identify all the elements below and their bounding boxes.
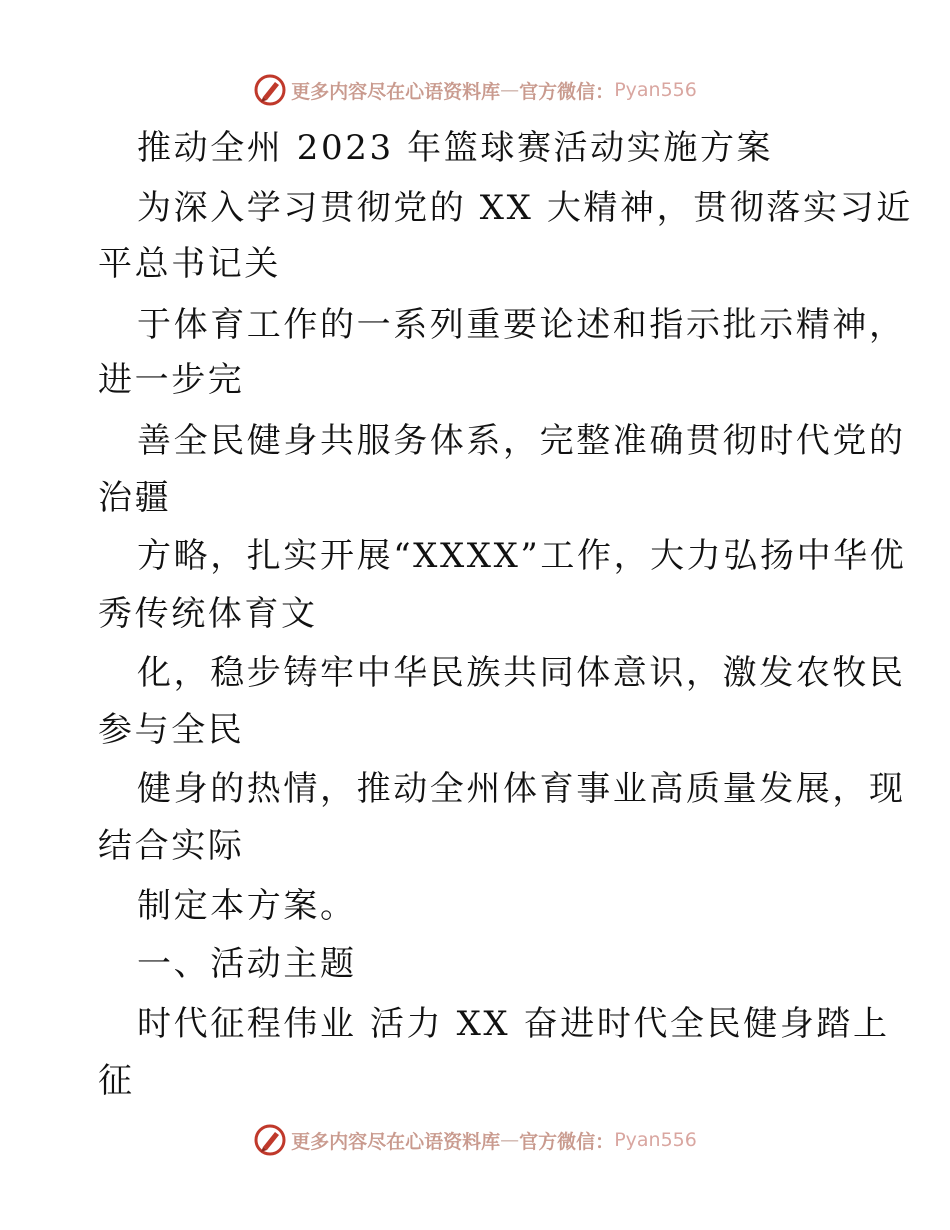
paragraph-line: 参与全民	[98, 710, 245, 750]
paragraph-line: 平总书记关	[98, 244, 281, 284]
paragraph-line: 秀传统体育文	[98, 594, 318, 634]
watermark-label: 官方微信：	[519, 80, 615, 103]
paragraph-line: 时代征程伟业 活力 XX 奋进时代全民健身踏上	[137, 1004, 890, 1044]
watermark-id: Pyan556	[614, 79, 697, 101]
paragraph-line: 征	[98, 1061, 135, 1101]
pen-logo-icon	[253, 73, 287, 107]
section-heading: 一、活动主题	[137, 944, 357, 984]
paragraph-line: 方略，扎实开展“XXXX”工作，大力弘扬中华优	[137, 536, 907, 576]
watermark-dash: —	[500, 1129, 520, 1151]
watermark-header	[0, 70, 950, 110]
watermark-main-text: 更多内容尽在心语资料库	[291, 80, 501, 103]
paragraph-line: 为深入学习贯彻党的 XX 大精神，贯彻落实习近	[137, 188, 913, 228]
watermark-id: Pyan556	[614, 1129, 697, 1151]
paragraph-line: 结合实际	[98, 826, 245, 866]
paragraph-line: 善全民健身共服务体系，完整准确贯彻时代党的	[137, 421, 906, 461]
paragraph-line: 于体育工作的一系列重要论述和指示批示精神，	[137, 305, 906, 345]
watermark-footer	[0, 1120, 950, 1160]
paragraph-line: 制定本方案。	[137, 886, 357, 926]
pen-logo-icon	[253, 1123, 287, 1157]
paragraph-line: 治疆	[98, 478, 172, 518]
watermark-main-text: 更多内容尽在心语资料库	[291, 1130, 501, 1153]
paragraph-line: 进一步完	[98, 360, 245, 400]
paragraph-line: 健身的热情，推动全州体育事业高质量发展，现	[137, 769, 906, 809]
document-title: 推动全州 2023 年篮球赛活动实施方案	[137, 128, 774, 168]
watermark-dash: —	[500, 79, 520, 101]
paragraph-line: 化，稳步铸牢中华民族共同体意识，激发农牧民	[137, 653, 906, 693]
watermark-label: 官方微信：	[519, 1130, 615, 1153]
